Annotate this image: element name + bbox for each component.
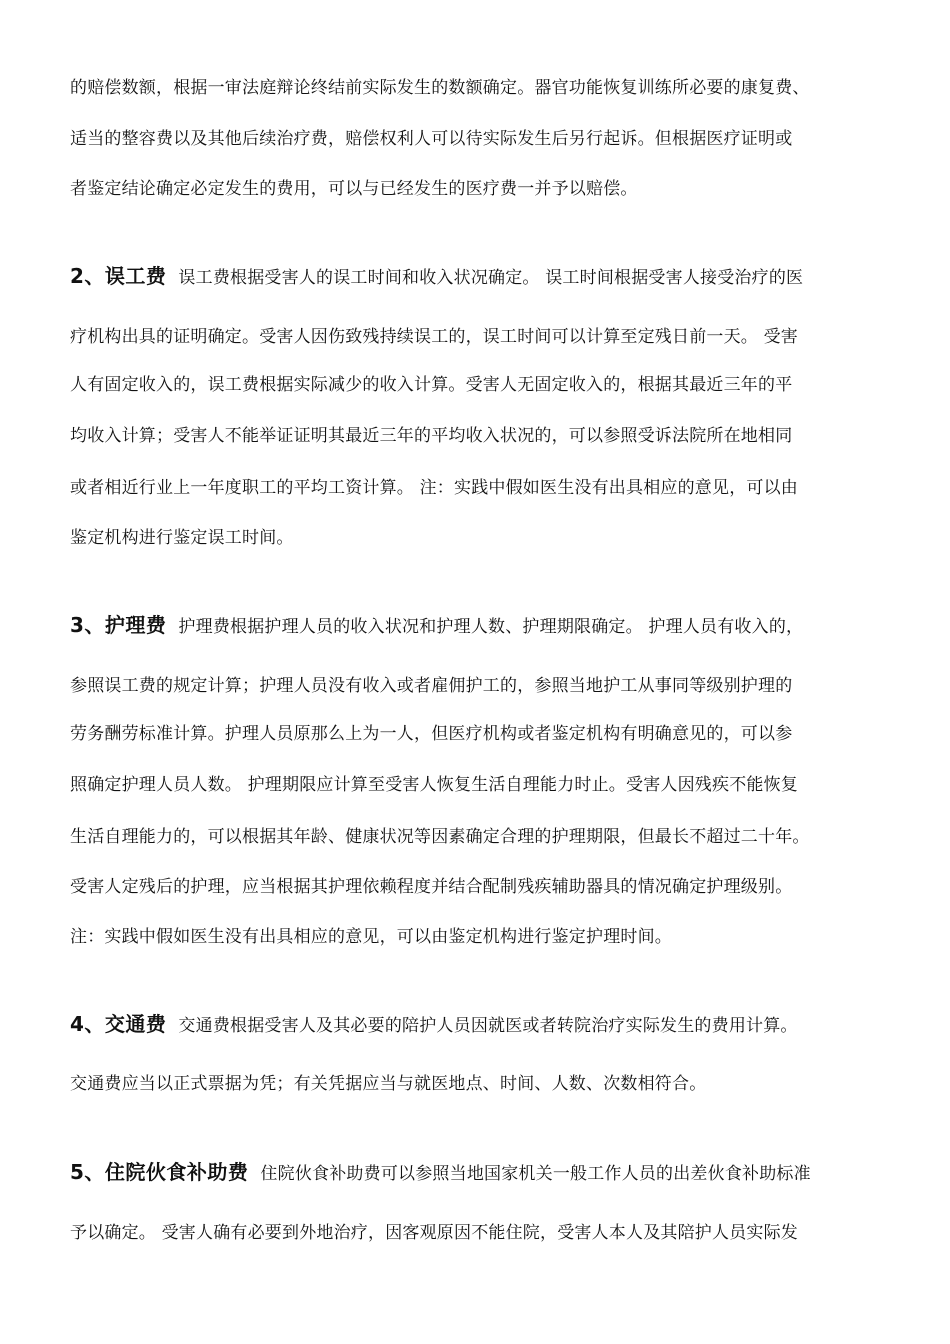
paragraph-line: 注：实践中假如医生没有出具相应的意见，可以由鉴定机构进行鉴定护理时间。 — [70, 927, 672, 947]
section-nursing-fee — [70, 613, 885, 639]
paragraph-line: 交通费应当以正式票据为凭；有关凭据应当与就医地点、时间、人数、次数相符合。 — [70, 1074, 707, 1094]
paragraph-line: 劳务酬劳标准计算。护理人员原那么上为一人，但医疗机构或者鉴定机构有明确意见的，可以参 — [70, 724, 793, 744]
paragraph-line: 均收入计算；受害人不能举证证明其最近三年的平均收入状况的，可以参照受诉法院所在地相同 — [70, 426, 793, 446]
paragraph-line: 人有固定收入的，误工费根据实际减少的收入计算。受害人无固定收入的，根据其最近三年的平 — [70, 375, 793, 395]
section-heading: 3、护理费 — [70, 613, 167, 637]
paragraph-line: 交通费根据受害人及其必要的陪护人员因就医或者转院治疗实际发生的费用计算。 — [178, 1016, 798, 1036]
paragraph-line: 受害人定残后的护理，应当根据其护理依赖程度并结合配制残疾辅助器具的情况确定护理级别。 — [70, 877, 793, 897]
section-meal-subsidy — [70, 1160, 885, 1186]
section-heading: 4、交通费 — [70, 1012, 167, 1036]
paragraph-line: 照确定护理人员人数。 护理期限应计算至受害人恢复生活自理能力时止。受害人因残疾不能恢复 — [70, 775, 799, 795]
paragraph-line: 疗机构出具的证明确定。受害人因伤致残持续误工的，误工时间可以计算至定残日前一天。 受害 — [70, 327, 799, 347]
paragraph-line: 误工费根据受害人的误工时间和收入状况确定。 误工时间根据受害人接受治疗的医 — [178, 268, 804, 288]
paragraph-line: 的赔偿数额，根据一审法庭辩论终结前实际发生的数额确定。器官功能恢复训练所必要的康复费、 — [70, 78, 810, 98]
section-heading: 2、误工费 — [70, 264, 167, 288]
section-lost-wages — [70, 264, 885, 290]
section-transport-fee — [70, 1012, 885, 1038]
paragraph-line: 予以确定。 受害人确有必要到外地治疗，因客观原因不能住院，受害人本人及其陪护人员实际发 — [70, 1223, 799, 1243]
paragraph-line: 鉴定机构进行鉴定误工时间。 — [70, 528, 294, 548]
paragraph-line: 或者相近行业上一年度职工的平均工资计算。 注：实践中假如医生没有出具相应的意见，可以由 — [70, 478, 799, 498]
paragraph-line: 护理费根据护理人员的收入状况和护理人数、护理期限确定。 护理人员有收入的， — [178, 617, 804, 637]
paragraph-line: 适当的整容费以及其他后续治疗费，赔偿权利人可以待实际发生后另行起诉。但根据医疗证明或 — [70, 129, 793, 149]
paragraph-line: 住院伙食补助费可以参照当地国家机关一般工作人员的出差伙食补助标准 — [260, 1164, 811, 1184]
section-heading: 5、住院伙食补助费 — [70, 1160, 249, 1184]
paragraph-line: 者鉴定结论确定必定发生的费用，可以与已经发生的医疗费一并予以赔偿。 — [70, 179, 638, 199]
paragraph-line: 生活自理能力的，可以根据其年龄、健康状况等因素确定合理的护理期限，但最长不超过二十年。 — [70, 827, 810, 847]
paragraph-line: 参照误工费的规定计算；护理人员没有收入或者雇佣护工的，参照当地护工从事同等级别护理的 — [70, 676, 793, 696]
